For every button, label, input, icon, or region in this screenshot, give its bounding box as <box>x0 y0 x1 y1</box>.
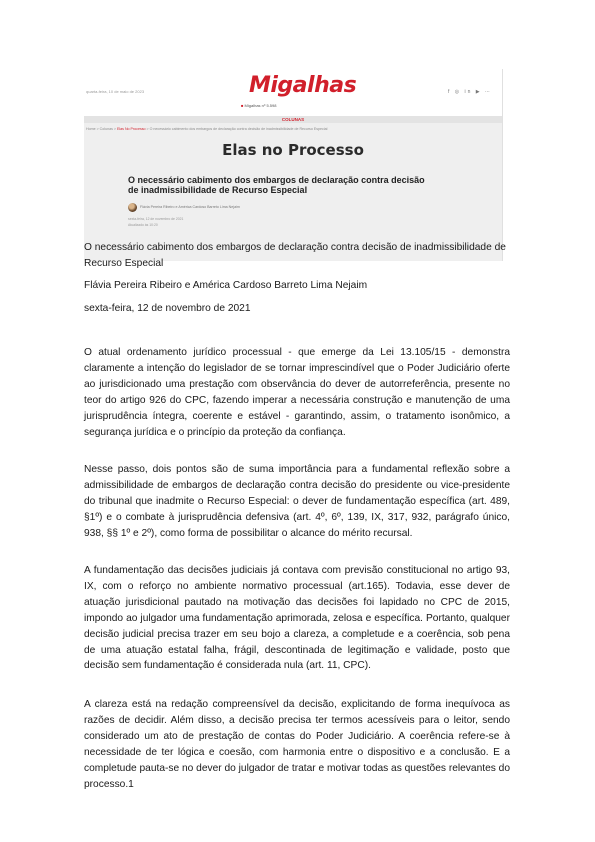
issue-number: ■ Migalhas nº 5.598 <box>241 103 277 108</box>
social-icons[interactable]: f ◎ in ▶ ⋯ <box>447 89 492 95</box>
article-screenshot <box>84 69 503 261</box>
columns-bar <box>84 116 502 123</box>
document-authors: Flávia Pereira Ribeiro e América Cardoso Barreto Lima Nejaim <box>84 280 368 291</box>
paragraph-1: O atual ordenamento jurídico processual - que emerge da Lei 13.105/15 - demonstra claramente a intenção do legislador de se tornar imprescindível que o Poder Judiciário oferte ao jurisdicionado uma prestação com observância do dever de autorreferência, presente no teor do artigo 926 do CPC, fazendo imperar a necessária construção e manutenção de uma jurisprudência íntegra, coerente e estável - garantindo, assim, o tratamento isonômico, a segurança jurídica e o princípio da proteção da confiança. <box>84 347 510 438</box>
paragraph-3: A fundamentação das decisões judiciais já contava com previsão constitucional no artigo 93, IX, com o reforço no ambiente normativo processual (art.165). Todavia, esse dever de atuação jurisdicional pautado na motivação das decisões foi lapidado no CPC de 2015, impondo ao julgador uma fundamentação aprimorada, zelosa e específica. Portanto, qualquer decisão judicial precisa trazer em seu bojo a clareza, a completude e a coerência, sob pena de uma atuação estatal falha, frágil, descontinada de legitimação e validade, posto que decisão sem fundamentação é considerada nula (art. 11, CPC). <box>84 565 510 672</box>
paragraph-4: A clareza está na redação compreensível da decisão, explicitando de forma inequívoca as razões de decidir. Além disso, a decisão precisa ter termos acessíveis para o leitor, sendo considerado um ato de prestação de contas do Poder Judiciário. A coerência refere-se à necessidade de ter lógica e coesão, com harmonia entre o dispositivo e a conclusão. E a completude pauta-se no dever do julgador de tratar e motivar todas as questões relevantes do processo.1 <box>84 699 510 790</box>
colunas-label[interactable]: COLUNAS <box>281 117 305 122</box>
site-header <box>84 69 502 109</box>
author-line: Flávia Pereira Ribeiro e América Cardoso Barreto Lima Nejaim <box>140 205 240 209</box>
breadcrumb: Home > Colunas > Elas No Processo > O necessário cabimento dos embargos de declaração contra decisão de inadmissibilidade de Recurso Especial <box>86 127 328 131</box>
column-title: Elas no Processo <box>222 141 364 159</box>
migalhas-logo[interactable]: Migalhas <box>249 73 357 98</box>
paragraph-2: Nesse passo, dois pontos são de suma importância para a fundamental reflexão sobre a admissibilidade de embargos de declaração contra decisão do presidente ou vice-presidente do tribunal que inadmite o Recurso Especial: o dever de fundamentação específica (art. 489, §1º) e o combate à jurisprudência defensiva (art. 4º, 6º, 139, IX, 317, 932, parágrafo único, 938, §§ 1º e 2º), como forma de possibilitar o alcance do mérito recursal. <box>84 464 510 539</box>
article-title: O necessário cabimento dos embargos de declaração contra decisão de inadmissibilidade de Recurso Especial <box>128 175 425 195</box>
edition-date: quarta-feira, 10 de maio de 2023 <box>86 89 145 94</box>
article-date: sexta-feira, 12 de novembro de 2021 <box>128 217 184 221</box>
bullet-icon: ■ <box>241 103 245 108</box>
article-updated: Atualizado às 10:20 <box>128 223 158 227</box>
document-date: sexta-feira, 12 de novembro de 2021 <box>84 303 251 314</box>
document-title: O necessário cabimento dos embargos de declaração contra decisão de inadmissibilidade de Recurso Especial <box>84 242 506 269</box>
avatar <box>128 203 137 212</box>
